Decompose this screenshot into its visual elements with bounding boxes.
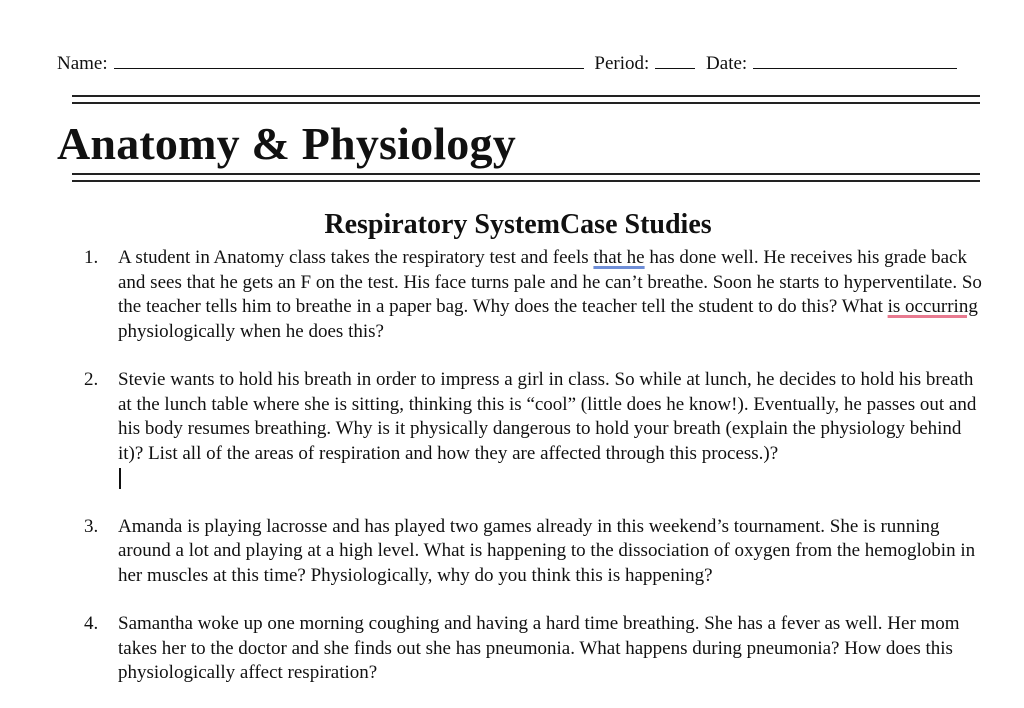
- date-blank[interactable]: [753, 52, 957, 69]
- question-text[interactable]: [118, 246, 984, 344]
- question-item[interactable]: [84, 368, 984, 466]
- name-blank[interactable]: [114, 52, 584, 69]
- period-blank[interactable]: [655, 52, 695, 69]
- question-item[interactable]: [84, 515, 984, 589]
- question-text-part: A student in Anatomy class takes the respiratory test and feels: [118, 247, 594, 268]
- document-title: Respiratory SystemCase Studies: [324, 209, 712, 240]
- bottom-double-rule: [72, 173, 980, 182]
- question-list: [84, 246, 984, 686]
- date-label: Date:: [706, 53, 748, 74]
- question-text[interactable]: Stevie wants to hold his breath in order to impress a girl in class. So while at lunch, he decides to hold his breath at the lunch table where she is sitting, thinking this is “cool” (little does he know!). Eventually, he passes out and his body resumes breathing. Why is it physically dangerous to hold your breath (explain the physiology behind it)? List all of the areas of respiration and how they are affected through this process.)?: [118, 369, 977, 464]
- question-number: 3.: [84, 515, 99, 537]
- grammar-suggestion-mark[interactable]: that he: [593, 247, 645, 268]
- question-text[interactable]: Samantha woke up one morning coughing and having a hard time breathing. She has a fever as well. Her mom takes her to the doctor and she finds out she has pneumonia. What happens during pneumonia? How does this physiologically affect respiration?: [118, 613, 960, 683]
- course-title: Anatomy & Physiology: [57, 118, 516, 169]
- name-label: Name:: [57, 53, 108, 74]
- top-double-rule: [72, 95, 980, 104]
- text-cursor: [119, 468, 121, 489]
- question-number: 2.: [84, 369, 99, 390]
- empty-answer-line[interactable]: [84, 466, 984, 491]
- period-label: Period:: [594, 53, 650, 74]
- header-fields: [57, 52, 957, 75]
- question-number: 1.: [84, 247, 99, 268]
- question-text[interactable]: Amanda is playing lacrosse and has played two games already in this weekend’s tournament. She is running around a lot and playing at a high level. What is happening to the dissociation of oxygen from the hemoglobin in her muscles at this time? Physiologically, why do you think this is happening?: [118, 515, 976, 586]
- question-text-part: has done well. He receives his grade back and sees that he gets an F on the test. His face turns pale and he can’t breathe. Soon he starts to hyperventilate. So the teacher tells him to breathe in a paper bag. Why does the teacher tell the student to do this? What: [118, 247, 982, 317]
- question-item[interactable]: [84, 612, 984, 686]
- question-number: 4.: [84, 613, 99, 634]
- spelling-suggestion-mark[interactable]: is occurring: [887, 296, 978, 317]
- question-text-part: physiologically when he does this?: [118, 320, 384, 342]
- question-item[interactable]: [84, 246, 984, 344]
